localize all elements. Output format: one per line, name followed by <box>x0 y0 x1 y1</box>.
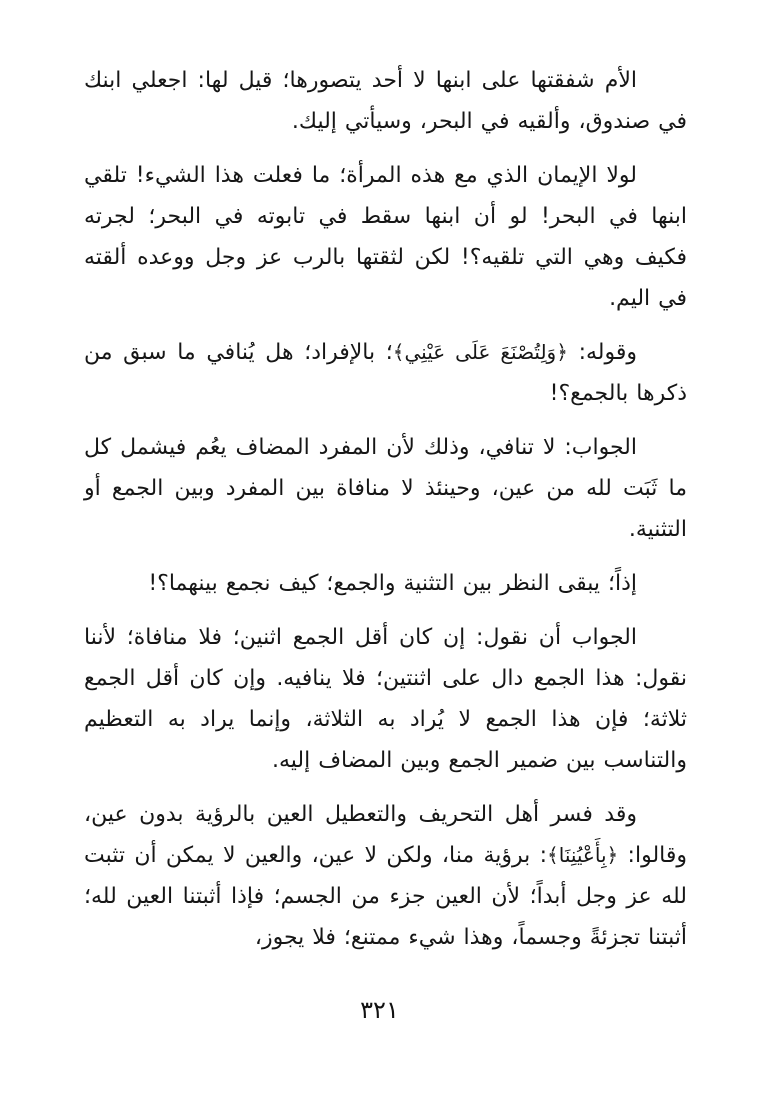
page-text-block <box>84 60 687 971</box>
paragraph-tahrif-rest: : برؤية منا، ولكن لا عين، والعين لا يمكن أن تثبت لله عز وجل أبداً؛ لأن العين جزء من الجسم؛ فإذا أثبتنا العين لله؛ أثبتنا تجزئةً وجسماً، وهذا شيء ممتنع؛ فلا يجوز، <box>84 843 687 950</box>
paragraph-mother-compassion: الأم شفقتها على ابنها لا أحد يتصورها؛ قيل لها: اجعلي ابنك في صندوق، وألقيه في البحر، وسيأتي إليك. <box>84 68 687 134</box>
paragraph-faith-of-woman: لولا الإيمان الذي مع هذه المرأة؛ ما فعلت هذا الشيء! تلقي ابنها في البحر! لو أن ابنها سقط في تابوته في البحر؛ لجرته فكيف وهي التي تلقيه؟! لكن لثقتها بالرب عز وجل ووعده ألقته في اليم. <box>84 163 687 311</box>
paragraph-tahrif-lead: وقد فسر أهل التحريف والتعطيل العين بالرؤية بدون عين، وقالوا: <box>84 802 687 868</box>
paragraph-verse-singular-rest: ؛ بالإفراد؛ هل يُنافي ما سبق من ذكرها بالجمع؟! <box>84 340 687 406</box>
paragraph-answer-no-conflict: الجواب: لا تنافي، وذلك لأن المفرد المضاف يعُم فيشمل كل ما ثَبَت لله من عين، وحينئذ لا منافاة بين المفرد وبين الجمع أو التثنية. <box>84 435 687 542</box>
paragraph-verse-singular-lead: وقوله: <box>567 340 637 365</box>
page-number: ٣٢١ <box>360 996 399 1024</box>
quran-verse-walitusnaa: ﴿وَلِتُصْنَعَ عَلَى عَيْنِي﴾ <box>392 340 568 364</box>
quran-verse-biayunina: ﴿بِأَعْيُنِنَا﴾ <box>547 843 619 867</box>
paragraph-verse-singular-question <box>84 332 687 414</box>
paragraph-answer-plural-meaning: الجواب أن نقول: إن كان أقل الجمع اثنين؛ فلا منافاة؛ لأننا نقول: هذا الجمع دال على اثنتين؛ فلا ينافيه. وإن كان أقل الجمع ثلاثة؛ فإن هذا الجمع لا يُراد به الثلاثة، وإنما يراد به التعظيم والتناسب بين ضمير الجمع وبين المضاف إليه. <box>84 625 687 773</box>
paragraph-tahrif-interpretation <box>84 794 687 958</box>
paragraph-dual-vs-plural-question: إذاً؛ يبقى النظر بين التثنية والجمع؛ كيف نجمع بينهما؟! <box>148 571 637 596</box>
